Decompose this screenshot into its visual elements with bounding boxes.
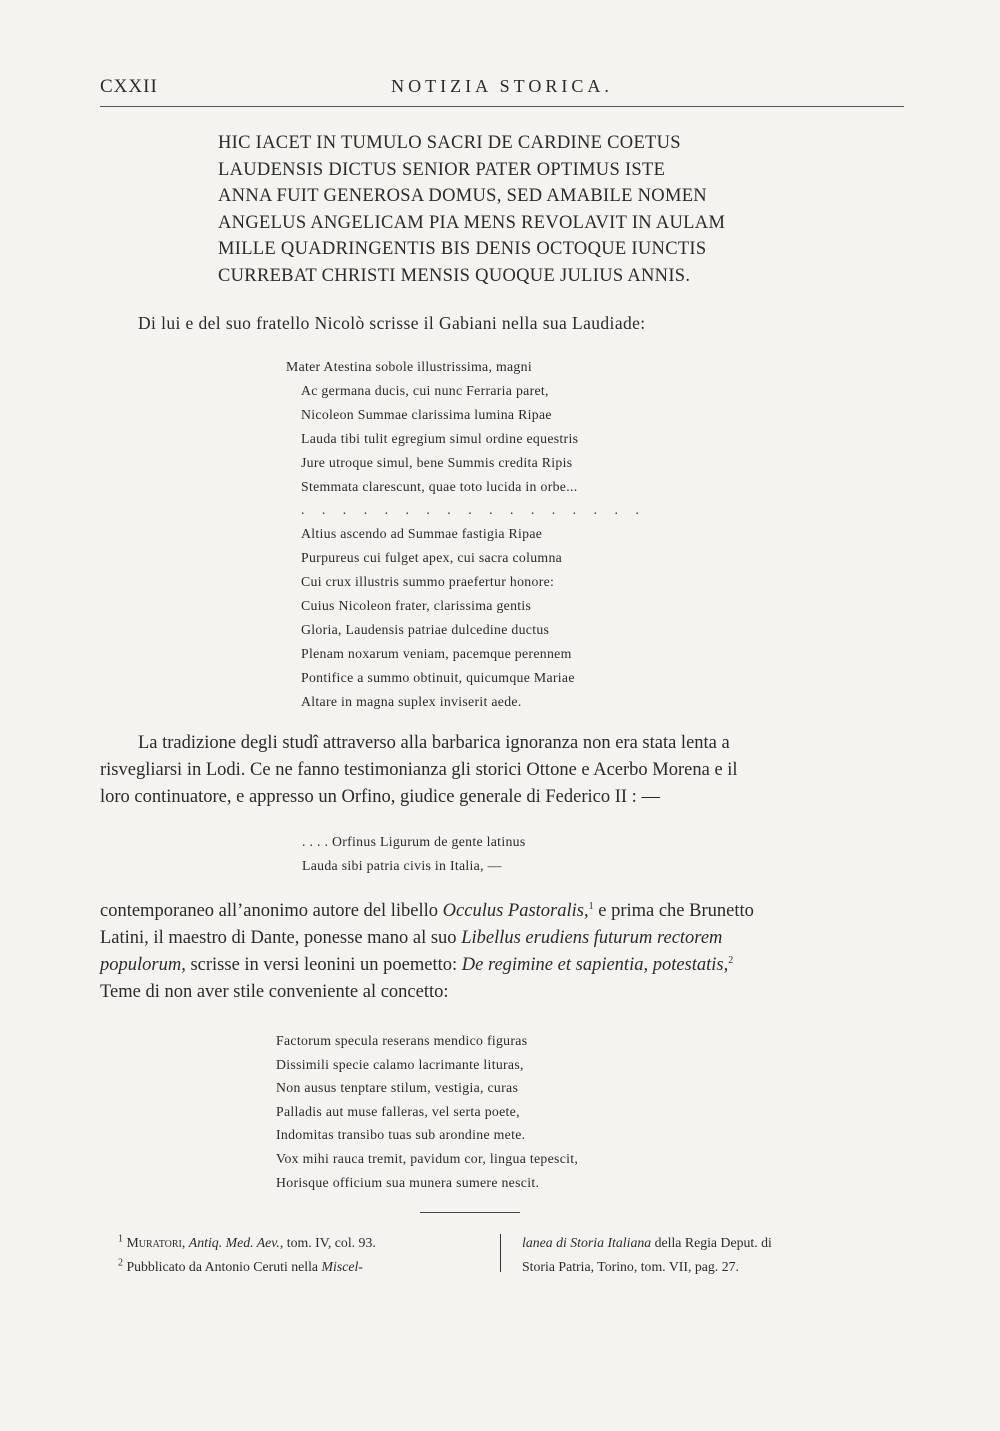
verse-line: Vox mihi rauca tremit, pavidum cor, lingua tepescit, (276, 1150, 579, 1166)
header-rule (100, 106, 904, 107)
footnote-ref-1[interactable]: 1 (588, 900, 594, 912)
verse-line: Non ausus tenptare stilum, vestigia, curas (276, 1080, 519, 1096)
paragraph-line (100, 952, 904, 979)
verse-line: Altius ascendo ad Summae fastigia Ripae (301, 526, 543, 542)
verse-line: Altare in magna suplex inviserit aede. (301, 693, 522, 709)
paragraph-line (100, 925, 904, 952)
text-run: Latini, il maestro di Dante, ponesse mano al suo (100, 928, 462, 948)
title-occulus-pastoralis: Occulus Pastoralis, (442, 901, 589, 921)
verse-line: Mater Atestina sobole illustrissima, magni (286, 359, 532, 374)
epitaph-line: MILLE QUADRINGENTIS BIS DENIS OCTOQUE IUNCTIS (218, 239, 707, 259)
footnote-work: Antiq. Med. Aev. (188, 1235, 280, 1250)
verse-line: Lauda tibi tulit egregium simul ordine equestris (301, 430, 579, 446)
verse-line: Jure utroque simul, bene Summis credita Ripis (301, 454, 573, 470)
footnote-author: Muratori (126, 1235, 182, 1250)
footnote-text: della Regia Deput. di (651, 1235, 772, 1250)
paragraph-line: Teme di non aver stile conveniente al concetto: (100, 982, 449, 1002)
footnote-2-cont: Storia Patria, Torino, tom. VII, pag. 27. (522, 1258, 739, 1274)
footnote-1: $^1$ Muratori, Antiq. Med. Aev., tom. IV, col. 93. (118, 1233, 376, 1250)
title-de-regimine: De regimine et sapientia, potestatis, (461, 955, 729, 975)
verse-line: Cuius Nicoleon frater, clarissima gentis (301, 598, 532, 614)
footnote-text: , tom. IV, col. 93. (279, 1235, 376, 1250)
footnote-work: lanea di Storia Italiana (522, 1235, 652, 1250)
verse-line: Stemmata clarescunt, quae toto lucida in orbe... (301, 478, 578, 494)
verse-line: Purpureus cui fulget apex, cui sacra columna (301, 550, 563, 566)
footnote-number: 2 (118, 1256, 123, 1268)
title-libellus-cont: populorum, (100, 955, 186, 975)
text-run: e prima che Brunetto (593, 901, 754, 921)
footnote-rule (420, 1212, 520, 1213)
verse-line: Factorum specula reserans mendico figuras (276, 1033, 528, 1048)
footnote-2-cont (522, 1231, 907, 1255)
page-number: CXXII (100, 76, 158, 97)
epitaph-line: ANGELUS ANGELICAM PIA MENS REVOLAVIT IN AULAM (218, 212, 726, 233)
footnote-column-divider (500, 1234, 501, 1272)
footnote-number: 1 (118, 1233, 123, 1245)
verse-line: Cui crux illustris summo praefertur honore: (301, 574, 555, 590)
intro-sentence: Di lui e del suo fratello Nicolò scrisse il Gabiani nella sua Laudiade: (138, 313, 646, 333)
footnotes-right (522, 1231, 907, 1278)
running-title: NOTIZIA STORICA. (391, 76, 613, 96)
verse-line: Plenam noxarum veniam, pacemque perennem (301, 645, 572, 661)
verse-line: Pontifice a summo obtinuit, quicumque Mariae (301, 669, 575, 685)
paragraph-line (100, 898, 904, 925)
verse-line: Palladis aut muse falleras, vel serta poete, (276, 1103, 520, 1119)
verse-line: . . . . Orfinus Ligurum de gente latinus (302, 834, 526, 849)
epitaph-inscription (218, 130, 725, 289)
orfinus-verse (302, 830, 526, 877)
epitaph-line: LAUDENSIS DICTUS SENIOR PATER OPTIMUS ISTE (218, 159, 666, 180)
poemetto-verse (276, 1029, 578, 1194)
verse-line: Dissimili specie calamo lacrimante lituras, (276, 1056, 524, 1072)
verse-line: Lauda sibi patria civis in Italia, — (302, 857, 502, 873)
verse-line: Ac germana ducis, cui nunc Ferraria paret, (301, 382, 549, 398)
ellipsis-row: . . . . . . . . . . . . . . . . . (301, 502, 646, 518)
epitaph-line: HIC IACET IN TUMULO SACRI DE CARDINE COETUS (218, 133, 681, 153)
text-run: scrisse in versi leonini un poemetto: (185, 955, 462, 975)
title-libellus: Libellus erudiens futurum rectorem (461, 928, 723, 948)
paragraph-line: loro continuatore, e appresso un Orfino, giudice generale di Federico II : — (100, 787, 660, 807)
text-run: contemporaneo all’anonimo autore del libello (100, 901, 443, 921)
paragraph-contemporaneo (100, 898, 904, 1006)
footnote-2 (118, 1255, 493, 1279)
verse-line: Horisque officium sua munera sumere nescit. (276, 1174, 540, 1190)
paragraph-line: risvegliarsi in Lodi. Ce ne fanno testimonianza gli storici Ottone e Acerbo Morena e il (100, 760, 738, 780)
running-head (100, 76, 904, 100)
verse-line: Nicoleon Summae clarissima lumina Ripae (301, 406, 552, 422)
verse-line: Gloria, Laudensis patriae dulcedine ductus (301, 621, 550, 637)
epitaph-line: CURREBAT CHRISTI MENSIS QUOQUE JULIUS ANNIS. (218, 265, 691, 286)
footnote-ref-2[interactable]: 2 (728, 954, 734, 966)
paragraph-line: La tradizione degli studî attraverso alla barbarica ignoranza non era stata lenta a (138, 733, 730, 753)
footnote-text: Pubblicato da Antonio Ceruti nella (126, 1258, 322, 1274)
laudiade-verse (286, 355, 646, 714)
footnote-work: Miscel- (321, 1258, 363, 1274)
epitaph-line: ANNA FUIT GENEROSA DOMUS, SED AMABILE NOMEN (218, 186, 707, 206)
footnotes-left (118, 1231, 493, 1278)
verse-line: Indomitas transibo tuas sub arondine mete. (276, 1127, 526, 1143)
paragraph-tradition (100, 730, 904, 811)
